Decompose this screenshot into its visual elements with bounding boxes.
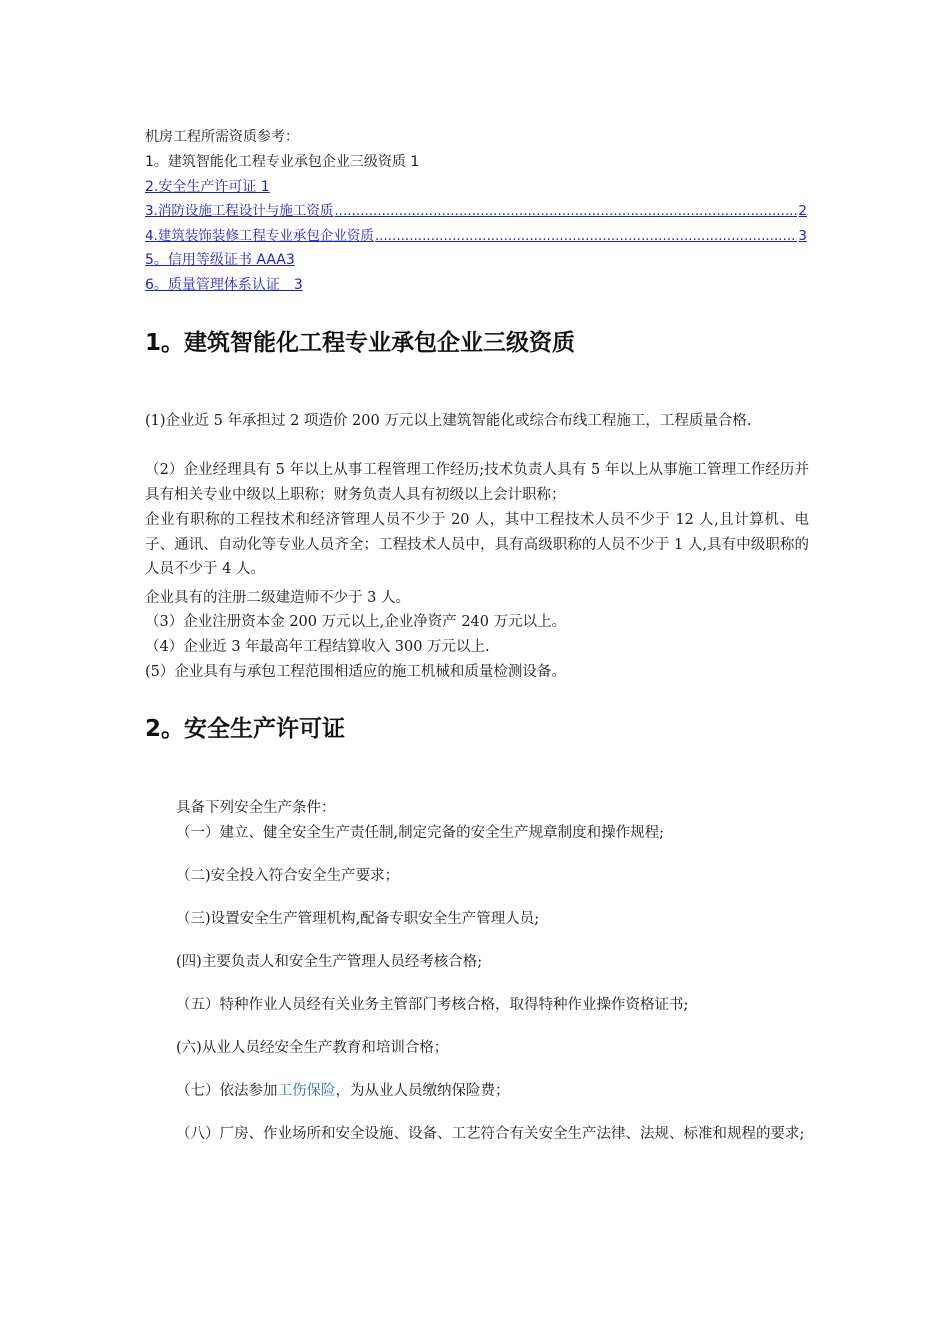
toc-item-3[interactable]: [145, 201, 807, 221]
condition-7-post: ，为从业人员缴纳保险费；: [335, 1083, 510, 1099]
section-1-para-6: （4）企业近 3 年最高年工程结算收入 300 万元以上.: [145, 639, 490, 655]
section-1-para-1: (1)企业近 5 年承担过 2 项造价 200 万元以上建筑智能化或综合布线工程施工，工程质量合格.: [145, 413, 752, 429]
section-1-para-2: （2）企业经理具有 5 年以上从事工程管理工作经历;技术负责人具有 5 年以上从事施工管理工作经历并具有相关专业中级以上职称；财务负责人具有初级以上会计职称；: [145, 462, 809, 503]
condition-7: [176, 1079, 510, 1104]
toc-item-3-page: 2: [798, 203, 807, 219]
condition-3: （三)设置安全生产管理机构,配备专职安全生产管理人员;: [176, 911, 540, 927]
toc-leader-dots: [375, 226, 798, 246]
toc-item-4[interactable]: [145, 226, 807, 246]
condition-2: （二)安全投入符合安全生产要求；: [176, 868, 400, 884]
toc-item-4-page: 3: [798, 228, 807, 244]
toc-item-3-label: 3.消防设施工程设计与施工资质: [145, 203, 334, 219]
condition-7-pre: （七）依法参加: [176, 1083, 278, 1099]
toc-item-1[interactable]: 1。建筑智能化工程专业承包企业三级资质 1: [145, 154, 420, 170]
toc-item-4-label: 4.建筑装饰装修工程专业承包企业资质: [145, 228, 374, 244]
section-1-heading: 1。建筑智能化工程专业承包企业三级资质: [145, 330, 576, 356]
toc-leader-dots: [334, 201, 797, 221]
toc-item-5[interactable]: 5。信用等级证书 AAA3: [145, 252, 295, 268]
section-2-heading: 2。安全生产许可证: [145, 716, 346, 742]
section-1-para-3: 企业有职称的工程技术和经济管理人员不少于 20 人，其中工程技术人员不少于 12 人,且计算机、电子、通讯、自动化等专业人员齐全；工程技术人员中，具有高级职称的人员不少于 1 人,具有中级职称的人员不少于 4 人。: [145, 512, 809, 577]
condition-6: (六)从业人员经安全生产教育和培训合格；: [176, 1040, 449, 1056]
condition-5: （五）特种作业人员经有关业务主管部门考核合格，取得特种作业操作资格证书;: [176, 997, 689, 1013]
work-injury-insurance-link[interactable]: 工伤保险: [277, 1083, 336, 1099]
section-2-lead: 具备下列安全生产条件：: [176, 800, 336, 816]
toc-item-6[interactable]: 6。质量管理体系认证 3: [145, 277, 303, 293]
section-1-para-5: （3）企业注册资本金 200 万元以上,企业净资产 240 万元以上。: [145, 614, 567, 630]
toc-item-2[interactable]: 2.安全生产许可证 1: [145, 179, 270, 195]
condition-4: (四)主要负责人和安全生产管理人员经考核合格;: [176, 954, 483, 970]
condition-8: （八）厂房、作业场所和安全设施、设备、工艺符合有关安全生产法律、法规、标准和规程的要求;: [176, 1126, 805, 1142]
section-1-para-7: (5）企业具有与承包工程范围相适应的施工机械和质量检测设备。: [145, 664, 566, 680]
section-1-para-4: 企业具有的注册二级建造师不少于 3 人。: [145, 590, 410, 606]
intro-text: 机房工程所需资质参考：: [145, 129, 299, 145]
condition-1: （一）建立、健全安全生产责任制,制定完备的安全生产规章制度和操作规程;: [176, 825, 664, 841]
